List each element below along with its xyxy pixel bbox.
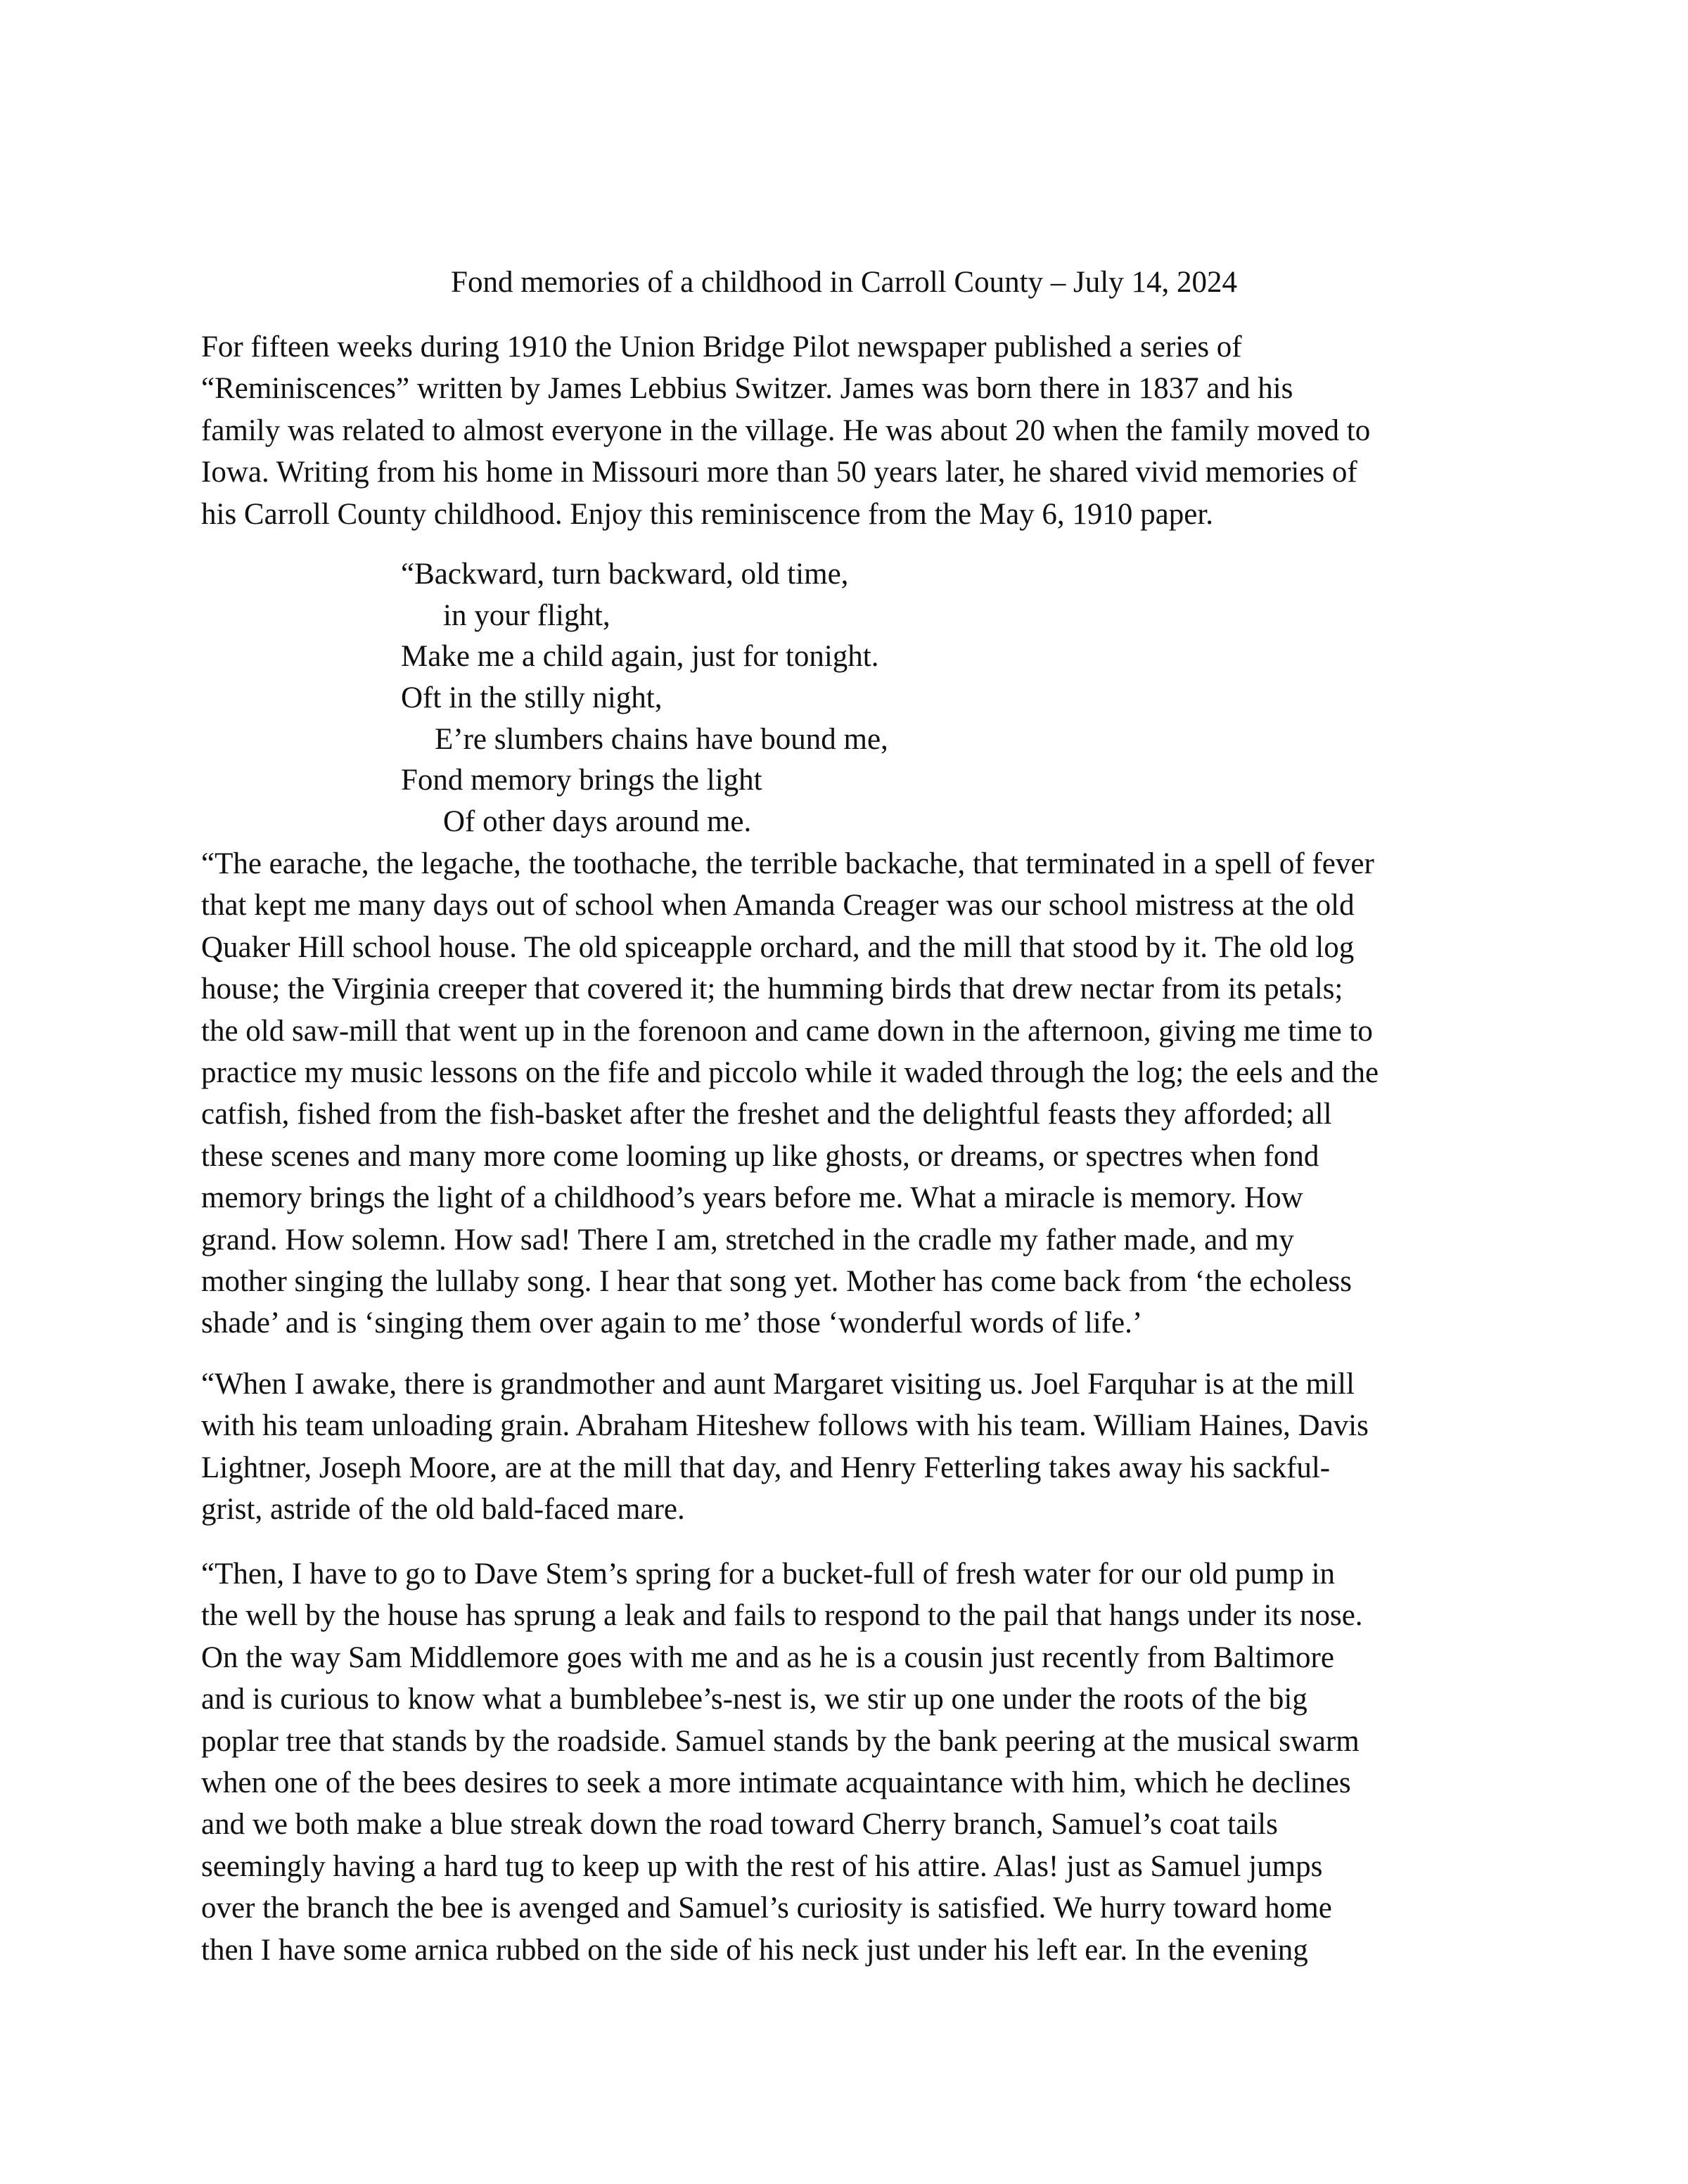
paragraph-line: and we both make a blue streak down the road toward Cherry branch, Samuel’s coat tails (201, 1808, 1278, 1842)
poem-line: “Backward, turn backward, old time, (401, 558, 849, 591)
paragraph-line: poplar tree that stands by the roadside. Samuel stands by the bank peering at the musical swarm (201, 1724, 1360, 1758)
paragraph-line: his Carroll County childhood. Enjoy this reminiscence from the May 6, 1910 paper. (201, 497, 1214, 531)
paragraph-line: and is curious to know what a bumblebee’s-nest is, we stir up one under the roots of the big (201, 1683, 1307, 1716)
paragraph-line: On the way Sam Middlemore goes with me and as he is a cousin just recently from Baltimore (201, 1640, 1334, 1674)
poem-block (401, 554, 888, 843)
paragraph-line: mother singing the lullaby song. I hear that song yet. Mother has come back from ‘the echoless (201, 1264, 1352, 1298)
intro-paragraph (201, 326, 1516, 535)
paragraph-line: grist, astride of the old bald-faced mare. (201, 1493, 685, 1527)
poem-line: Fond memory brings the light (401, 764, 762, 797)
paragraph-line: Quaker Hill school house. The old spiceapple orchard, and the mill that stood by it. The old log (201, 930, 1355, 964)
paragraph-line: “The earache, the legache, the toothache, the terrible backache, that terminated in a spell of fever (201, 847, 1374, 880)
reminiscence-paragraph-2 (201, 1363, 1516, 1531)
paragraph-line: when one of the bees desires to seek a more intimate acquaintance with him, which he declines (201, 1766, 1351, 1799)
poem-line: in your flight, (443, 598, 610, 632)
poem-line: Of other days around me. (443, 805, 752, 839)
reminiscence-paragraph-1 (201, 843, 1516, 1344)
paragraph-line: “Reminiscences” written by James Lebbius Switzer. James was born there in 1837 and his (201, 372, 1293, 406)
paragraph-line: family was related to almost everyone in the village. He was about 20 when the family moved to (201, 413, 1371, 447)
paragraph-line: the well by the house has sprung a leak and fails to respond to the pail that hangs under its nose. (201, 1599, 1363, 1633)
paragraph-line: then I have some arnica rubbed on the side of his neck just under his left ear. In the evening (201, 1933, 1308, 1967)
paragraph-line: grand. How solemn. How sad! There I am, stretched in the cradle my father made, and my (201, 1223, 1294, 1257)
paragraph-line: memory brings the light of a childhood’s years before me. What a miracle is memory. How (201, 1181, 1303, 1215)
paragraph-line: practice my music lessons on the fife and piccolo while it waded through the log; the eels and the (201, 1055, 1379, 1089)
poem-line: E’re slumbers chains have bound me, (435, 722, 888, 756)
paragraph-line: For fifteen weeks during 1910 the Union Bridge Pilot newspaper published a series of (201, 330, 1242, 364)
paragraph-line: over the branch the bee is avenged and Samuel’s curiosity is satisfied. We hurry toward home (201, 1891, 1332, 1925)
paragraph-line: with his team unloading grain. Abraham Hiteshew follows with his team. William Haines, Davis (201, 1409, 1369, 1443)
article-title: Fond memories of a childhood in Carroll County – July 14, 2024 (451, 266, 1237, 299)
paragraph-line: Iowa. Writing from his home in Missouri more than 50 years later, he shared vivid memories of (201, 456, 1357, 489)
paragraph-line: “Then, I have to go to Dave Stem’s spring for a bucket-full of fresh water for our old pump in (201, 1557, 1336, 1591)
paragraph-line: Lightner, Joseph Moore, are at the mill that day, and Henry Fetterling takes away his sackful- (201, 1451, 1331, 1484)
paragraph-line: these scenes and many more come looming up like ghosts, or dreams, or spectres when fond (201, 1139, 1319, 1173)
paragraph-line: the old saw-mill that went up in the forenoon and came down in the afternoon, giving me time to (201, 1014, 1373, 1048)
paragraph-line: that kept me many days out of school when Amanda Creager was our school mistress at the old (201, 889, 1355, 923)
paragraph-line: “When I awake, there is grandmother and aunt Margaret visiting us. Joel Farquhar is at the mill (201, 1368, 1355, 1401)
paragraph-line: seemingly having a hard tug to keep up with the rest of his attire. Alas! just as Samuel jumps (201, 1849, 1323, 1883)
paragraph-line: catfish, fished from the fish-basket after the freshet and the delightful feasts they afforded; all (201, 1098, 1332, 1131)
reminiscence-paragraph-3 (201, 1553, 1516, 1971)
paragraph-line: house; the Virginia creeper that covered it; the humming birds that drew nectar from its petals; (201, 972, 1343, 1006)
poem-line: Make me a child again, just for tonight. (401, 640, 879, 674)
paragraph-line: shade’ and is ‘singing them over again to me’ those ‘wonderful words of life.’ (201, 1306, 1143, 1340)
poem-line: Oft in the stilly night, (401, 681, 663, 715)
